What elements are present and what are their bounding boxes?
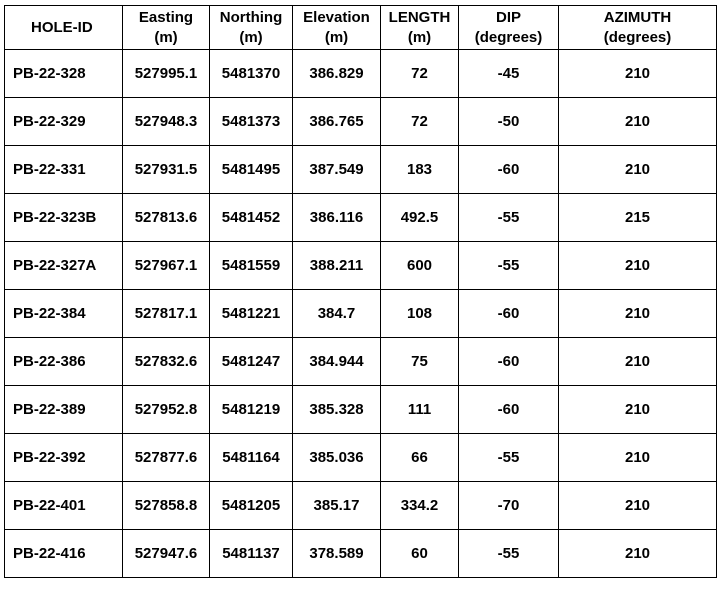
length-cell: 600 xyxy=(381,242,459,290)
length-cell: 492.5 xyxy=(381,194,459,242)
table-row xyxy=(5,50,717,98)
dip-cell: -55 xyxy=(459,194,559,242)
table-row xyxy=(5,434,717,482)
dip-cell: -55 xyxy=(459,242,559,290)
azimuth-cell: 210 xyxy=(559,146,717,194)
azimuth-cell: 210 xyxy=(559,242,717,290)
header-azimuth-label: AZIMUTH xyxy=(603,8,672,26)
azimuth-cell: 210 xyxy=(559,482,717,530)
length-cell: 334.2 xyxy=(381,482,459,530)
header-dip-unit: (degrees) xyxy=(474,28,543,46)
table-row xyxy=(5,482,717,530)
azimuth-cell: 215 xyxy=(559,194,717,242)
table-row xyxy=(5,530,717,578)
hole-id-cell: PB-22-328 xyxy=(5,50,123,98)
table-row xyxy=(5,290,717,338)
header-northing xyxy=(210,6,293,50)
northing-cell: 5481495 xyxy=(210,146,293,194)
dip-cell: -50 xyxy=(459,98,559,146)
header-elevation-label: Elevation xyxy=(303,8,370,26)
easting-cell: 527952.8 xyxy=(123,386,210,434)
table-body xyxy=(5,50,717,578)
hole-id-cell: PB-22-401 xyxy=(5,482,123,530)
table-row xyxy=(5,386,717,434)
easting-cell: 527858.8 xyxy=(123,482,210,530)
dip-cell: -60 xyxy=(459,386,559,434)
azimuth-cell: 210 xyxy=(559,338,717,386)
header-easting xyxy=(123,6,210,50)
dip-cell: -60 xyxy=(459,290,559,338)
azimuth-cell: 210 xyxy=(559,50,717,98)
header-azimuth xyxy=(559,6,717,50)
azimuth-cell: 210 xyxy=(559,434,717,482)
header-row xyxy=(5,6,717,50)
header-length xyxy=(381,6,459,50)
table-row xyxy=(5,146,717,194)
easting-cell: 527948.3 xyxy=(123,98,210,146)
northing-cell: 5481373 xyxy=(210,98,293,146)
dip-cell: -60 xyxy=(459,146,559,194)
hole-id-cell: PB-22-327A xyxy=(5,242,123,290)
header-easting-label: Easting xyxy=(138,8,194,26)
easting-cell: 527832.6 xyxy=(123,338,210,386)
dip-cell: -45 xyxy=(459,50,559,98)
header-length-unit: (m) xyxy=(407,28,432,46)
length-cell: 75 xyxy=(381,338,459,386)
length-cell: 108 xyxy=(381,290,459,338)
elevation-cell: 386.765 xyxy=(293,98,381,146)
elevation-cell: 388.211 xyxy=(293,242,381,290)
elevation-cell: 386.116 xyxy=(293,194,381,242)
elevation-cell: 385.036 xyxy=(293,434,381,482)
northing-cell: 5481221 xyxy=(210,290,293,338)
header-northing-label: Northing xyxy=(219,8,283,26)
northing-cell: 5481219 xyxy=(210,386,293,434)
drill-hole-table xyxy=(4,5,717,578)
dip-cell: -60 xyxy=(459,338,559,386)
drill-hole-table-container xyxy=(4,5,717,578)
northing-cell: 5481559 xyxy=(210,242,293,290)
easting-cell: 527967.1 xyxy=(123,242,210,290)
azimuth-cell: 210 xyxy=(559,98,717,146)
length-cell: 183 xyxy=(381,146,459,194)
table-row xyxy=(5,242,717,290)
hole-id-cell: PB-22-323B xyxy=(5,194,123,242)
header-elevation xyxy=(293,6,381,50)
elevation-cell: 384.944 xyxy=(293,338,381,386)
elevation-cell: 387.549 xyxy=(293,146,381,194)
hole-id-cell: PB-22-392 xyxy=(5,434,123,482)
table-row xyxy=(5,194,717,242)
elevation-cell: 386.829 xyxy=(293,50,381,98)
header-hole-id xyxy=(5,6,123,50)
header-azimuth-unit: (degrees) xyxy=(603,28,672,46)
azimuth-cell: 210 xyxy=(559,530,717,578)
length-cell: 66 xyxy=(381,434,459,482)
header-elevation-unit: (m) xyxy=(324,28,349,46)
length-cell: 72 xyxy=(381,50,459,98)
elevation-cell: 385.17 xyxy=(293,482,381,530)
header-easting-unit: (m) xyxy=(154,28,178,46)
hole-id-cell: PB-22-384 xyxy=(5,290,123,338)
hole-id-cell: PB-22-331 xyxy=(5,146,123,194)
hole-id-cell: PB-22-386 xyxy=(5,338,123,386)
northing-cell: 5481370 xyxy=(210,50,293,98)
easting-cell: 527995.1 xyxy=(123,50,210,98)
header-dip-label: DIP xyxy=(495,8,521,26)
elevation-cell: 378.589 xyxy=(293,530,381,578)
elevation-cell: 384.7 xyxy=(293,290,381,338)
length-cell: 111 xyxy=(381,386,459,434)
northing-cell: 5481247 xyxy=(210,338,293,386)
length-cell: 60 xyxy=(381,530,459,578)
table-row xyxy=(5,338,717,386)
hole-id-cell: PB-22-389 xyxy=(5,386,123,434)
hole-id-cell: PB-22-416 xyxy=(5,530,123,578)
hole-id-cell: PB-22-329 xyxy=(5,98,123,146)
easting-cell: 527947.6 xyxy=(123,530,210,578)
northing-cell: 5481452 xyxy=(210,194,293,242)
easting-cell: 527817.1 xyxy=(123,290,210,338)
northing-cell: 5481137 xyxy=(210,530,293,578)
azimuth-cell: 210 xyxy=(559,386,717,434)
length-cell: 72 xyxy=(381,98,459,146)
northing-cell: 5481205 xyxy=(210,482,293,530)
easting-cell: 527813.6 xyxy=(123,194,210,242)
header-dip xyxy=(459,6,559,50)
azimuth-cell: 210 xyxy=(559,290,717,338)
table-row xyxy=(5,98,717,146)
dip-cell: -55 xyxy=(459,434,559,482)
northing-cell: 5481164 xyxy=(210,434,293,482)
header-length-label: LENGTH xyxy=(388,8,451,26)
elevation-cell: 385.328 xyxy=(293,386,381,434)
easting-cell: 527877.6 xyxy=(123,434,210,482)
dip-cell: -70 xyxy=(459,482,559,530)
easting-cell: 527931.5 xyxy=(123,146,210,194)
header-hole-id-label: HOLE-ID xyxy=(31,18,93,36)
header-northing-unit: (m) xyxy=(239,28,263,46)
dip-cell: -55 xyxy=(459,530,559,578)
